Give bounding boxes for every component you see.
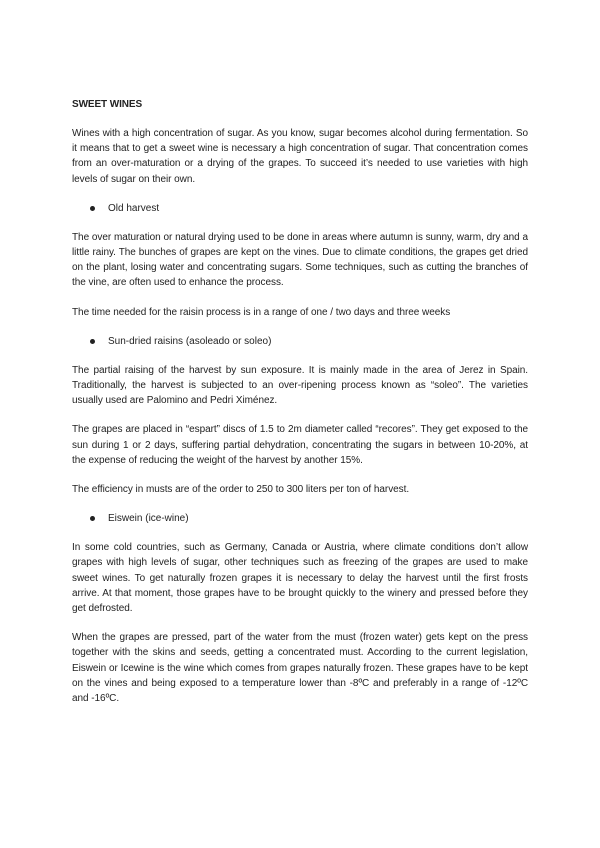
paragraph: The efficiency in musts are of the order to 250 to 300 liters per ton of harvest. (72, 484, 410, 496)
paragraph: The grapes are placed in “espart” discs of 1.5 to 2m diameter called “recores”. They get exposed to the sun during 1 or 2 days, suffering partial dehydration, concentrating the sugars in between 10-20%, at the expense of reducing the weight of the harvest by another 15%. (72, 424, 528, 466)
paragraph: The over maturation or natural drying used to be done in areas where autumn is sunny, warm, dry and a little rainy. The bunches of grapes are kept on the vines. Due to climate conditions, the grapes get dried on the plant, losing water and concentrating sugars. Some techniques, such as cutting the branches of the vine, are often used to enhance the process. (72, 231, 528, 289)
paragraph: The time needed for the raisin process is in a range of one / two days and three weeks (72, 306, 451, 318)
document-title: SWEET WINES (72, 99, 143, 110)
bullet-icon (90, 206, 95, 211)
bullet-icon (90, 516, 95, 521)
bullet-icon (90, 339, 95, 344)
section-heading-eiswein (90, 511, 528, 526)
section-heading-label: Eiswein (ice-wine) (108, 513, 189, 525)
paragraph: The partial raising of the harvest by sun exposure. It is mainly made in the area of Jerez in Spain. Traditionally, the harvest is subjected to an over-ripening process known as “soleo”. The varieties usually used are Palomino and Pedri Ximénez. (72, 364, 528, 407)
section-heading-label: Sun-dried raisins (asoleado or soleo) (108, 335, 272, 347)
paragraph: When the grapes are pressed, part of the water from the must (frozen water) gets kept on the press together with the skins and seeds, getting a concentrated must. According to the current legislation, Eiswein or Icewine is the wine which comes from grapes naturally frozen. These grapes have to be kept on the vines and being exposed to a temperature lower than -8ºC and preferably in a range of -12ºC and -16ºC. (72, 632, 528, 705)
section-heading-label: Old harvest (108, 202, 160, 214)
intro-paragraph: Wines with a high concentration of sugar. As you know, sugar becomes alcohol during fermentation. So it means that to get a sweet wine is necessary a high concentration of sugar. That concentration comes from an over-maturation or a drying of the grapes. To succeed it’s needed to use varieties with high levels of sugar on their own. (72, 128, 528, 185)
paragraph: In some cold countries, such as Germany, Canada or Austria, where climate conditions don’t allow grapes with high levels of sugar, other techniques such as freezing of the grapes are used to make sweet wines. To get naturally frozen grapes it is necessary to delay the harvest until the first frosts arrive. At that moment, those grapes have to be brought quickly to the winery and pressed before they get defrosted. (72, 542, 528, 615)
section-heading-sun-dried-raisins (90, 334, 528, 349)
document-page (72, 98, 528, 720)
section-heading-old-harvest (90, 201, 528, 216)
